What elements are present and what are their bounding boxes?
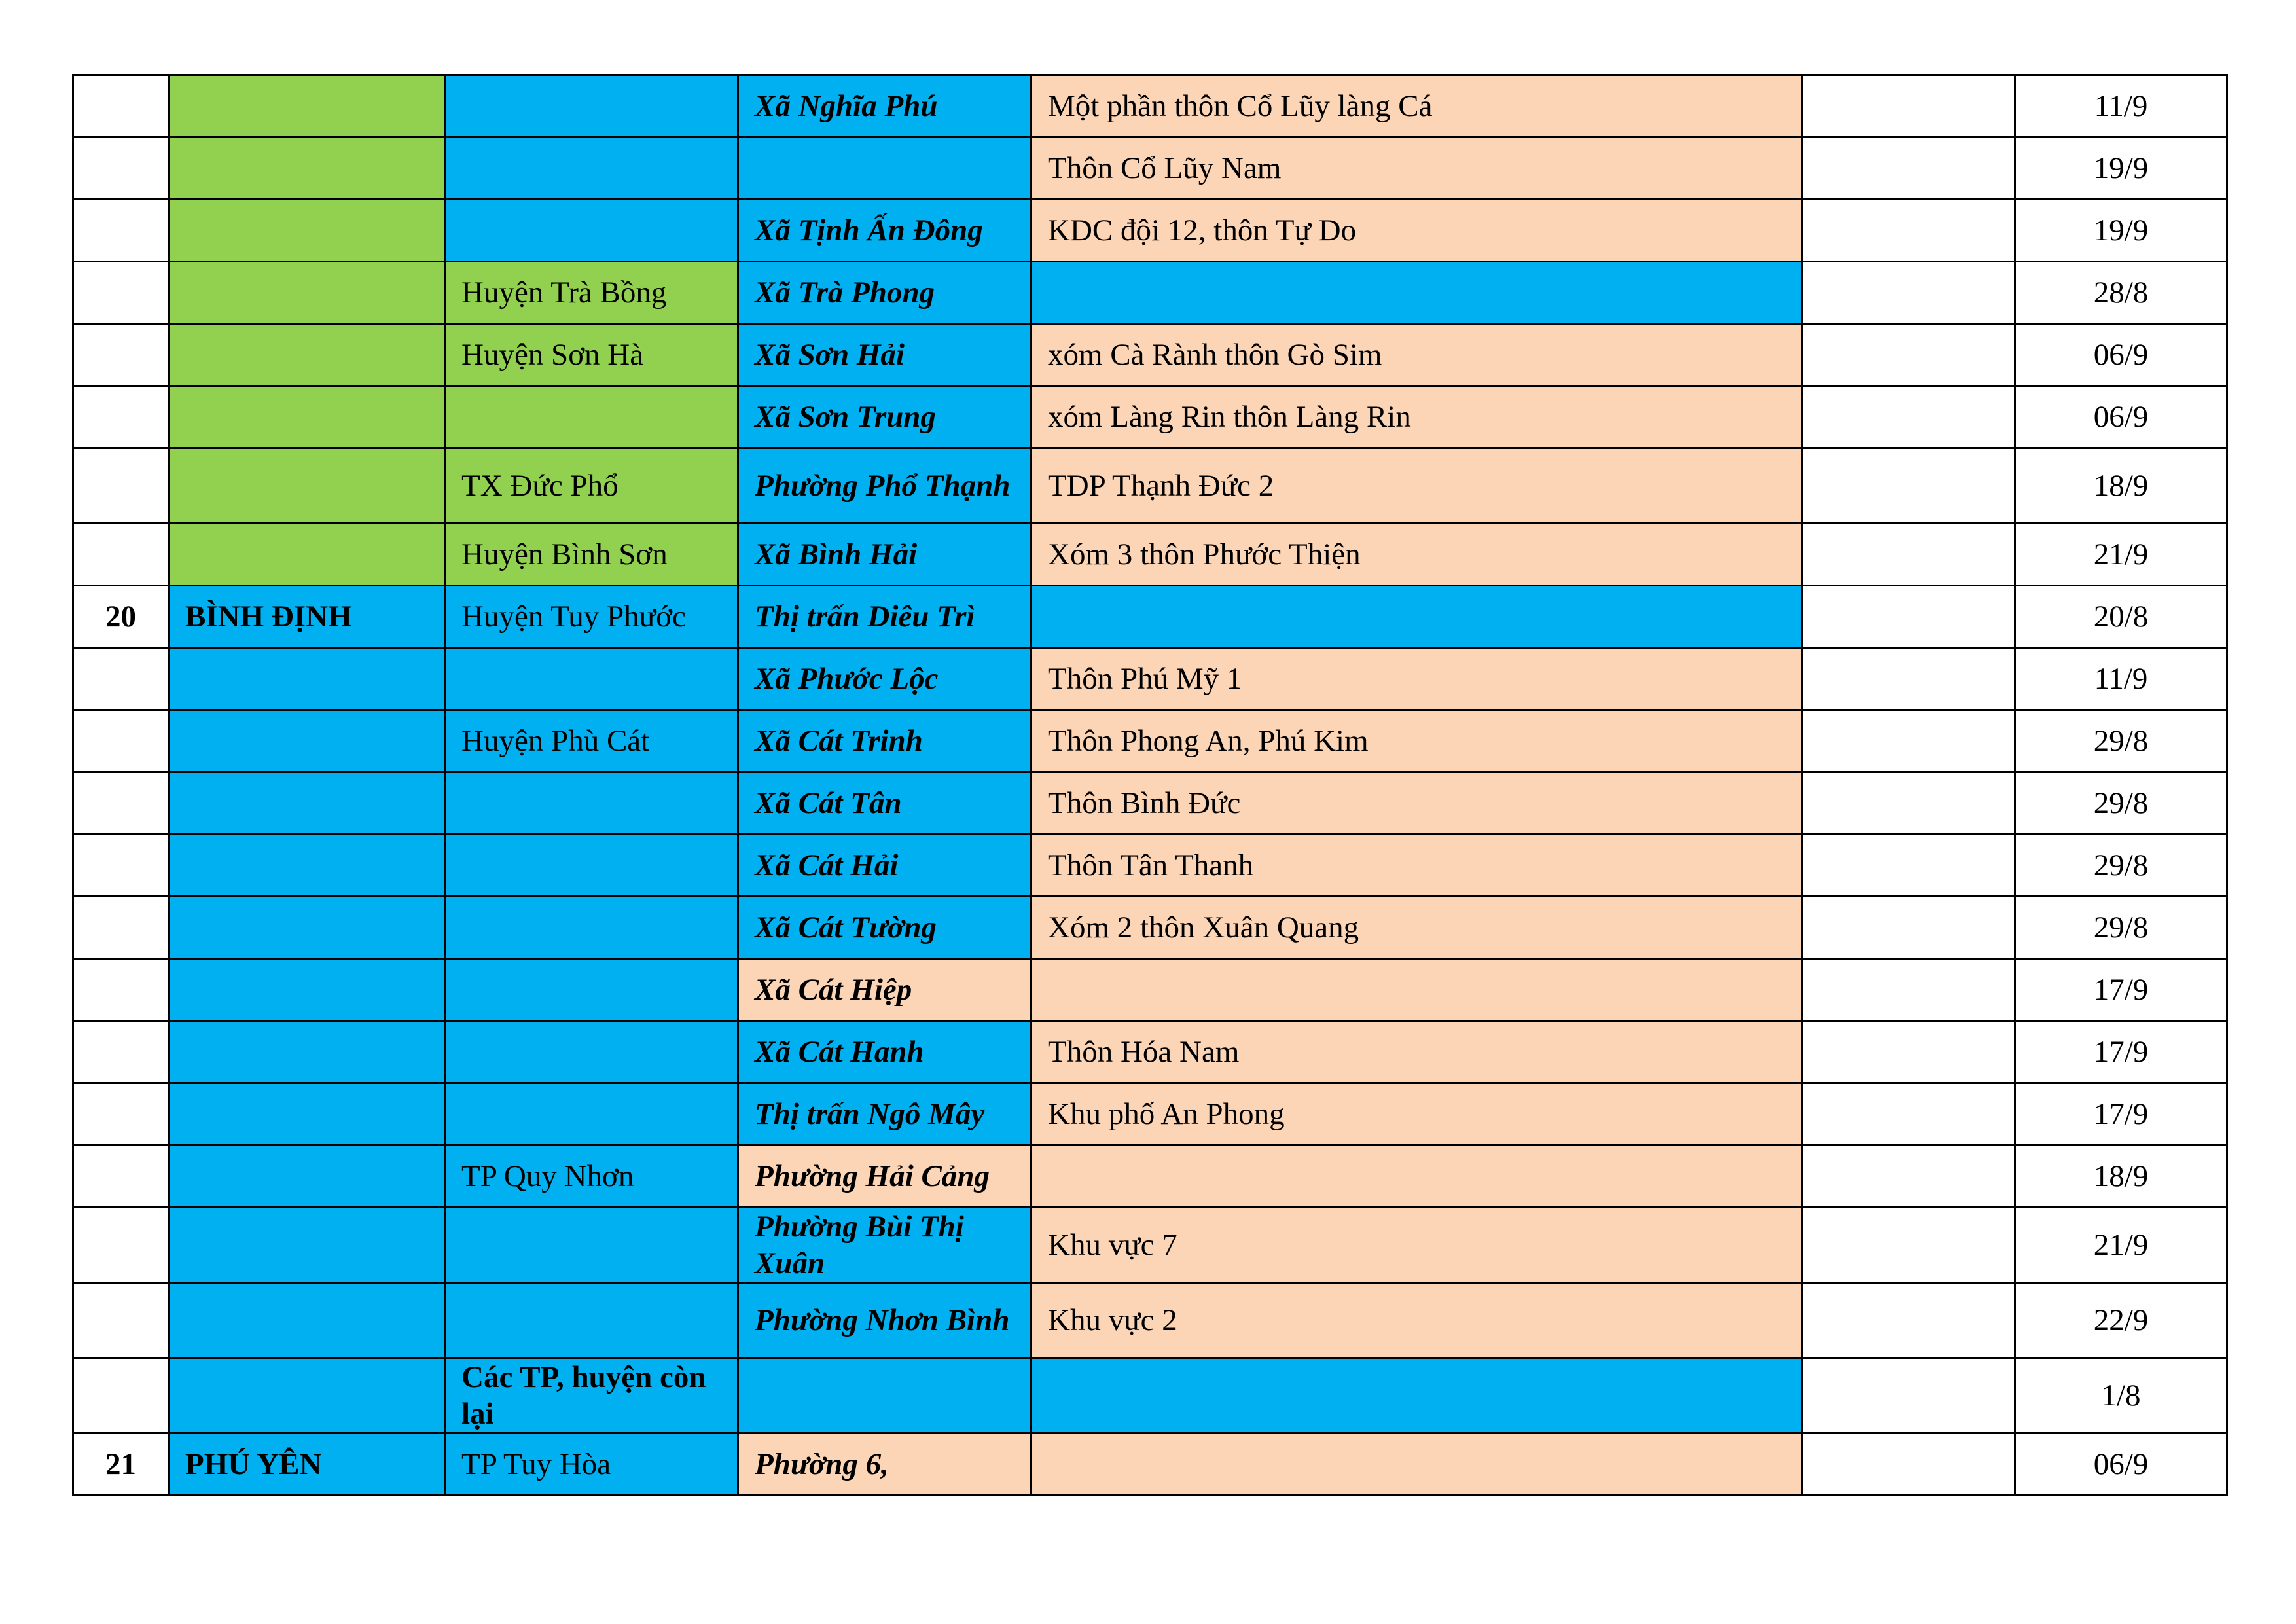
cell-district — [445, 1083, 738, 1146]
cell-commune: Phường Hải Cảng — [738, 1146, 1031, 1208]
cell-stt — [73, 75, 169, 137]
cell-detail: KDC đội 12, thôn Tự Do — [1031, 200, 1802, 262]
cell-province — [169, 1208, 445, 1283]
cell-note — [1802, 262, 2015, 324]
cell-district — [445, 1208, 738, 1283]
table-row — [73, 324, 2227, 386]
cell-province — [169, 386, 445, 448]
cell-district: Huyện Tuy Phước — [445, 586, 738, 648]
cell-stt — [73, 1021, 169, 1083]
cell-commune: Xã Cát Hải — [738, 835, 1031, 897]
cell-province — [169, 897, 445, 959]
cell-note — [1802, 1434, 2015, 1496]
cell-date: 17/9 — [2015, 1021, 2227, 1083]
cell-date: 22/9 — [2015, 1283, 2227, 1358]
cell-detail — [1031, 586, 1802, 648]
cell-commune: Xã Bình Hải — [738, 524, 1031, 586]
cell-detail: Thôn Cổ Lũy Nam — [1031, 137, 1802, 200]
cell-district: TP Tuy Hòa — [445, 1434, 738, 1496]
cell-date: 29/8 — [2015, 897, 2227, 959]
cell-commune: Xã Tịnh Ấn Đông — [738, 200, 1031, 262]
cell-stt — [73, 200, 169, 262]
cell-note — [1802, 772, 2015, 835]
cell-stt: 20 — [73, 586, 169, 648]
cell-province — [169, 1358, 445, 1434]
cell-stt — [73, 1208, 169, 1283]
cell-stt: 21 — [73, 1434, 169, 1496]
cell-district — [445, 648, 738, 710]
cell-province — [169, 200, 445, 262]
cell-detail: Thôn Phong An, Phú Kim — [1031, 710, 1802, 772]
cell-stt — [73, 897, 169, 959]
table-row — [73, 1208, 2227, 1283]
cell-note — [1802, 1021, 2015, 1083]
table-row — [73, 448, 2227, 524]
cell-detail: xóm Cà Rành thôn Gò Sim — [1031, 324, 1802, 386]
cell-commune: Xã Trà Phong — [738, 262, 1031, 324]
cell-commune: Xã Sơn Hải — [738, 324, 1031, 386]
table-body — [73, 75, 2227, 1496]
cell-detail: xóm Làng Rin thôn Làng Rin — [1031, 386, 1802, 448]
cell-date: 11/9 — [2015, 75, 2227, 137]
cell-note — [1802, 1146, 2015, 1208]
cell-date: 17/9 — [2015, 959, 2227, 1021]
cell-district — [445, 1021, 738, 1083]
table-row — [73, 586, 2227, 648]
cell-note — [1802, 448, 2015, 524]
cell-stt — [73, 1083, 169, 1146]
cell-district: Các TP, huyện còn lại — [445, 1358, 738, 1434]
cell-note — [1802, 324, 2015, 386]
cell-date: 19/9 — [2015, 137, 2227, 200]
cell-stt — [73, 1146, 169, 1208]
cell-detail — [1031, 1358, 1802, 1434]
cell-date: 17/9 — [2015, 1083, 2227, 1146]
cell-commune: Xã Sơn Trung — [738, 386, 1031, 448]
cell-detail: Khu vực 7 — [1031, 1208, 1802, 1283]
cell-stt — [73, 137, 169, 200]
cell-province: BÌNH ĐỊNH — [169, 586, 445, 648]
cell-date: 29/8 — [2015, 710, 2227, 772]
cell-district — [445, 137, 738, 200]
cell-date: 06/9 — [2015, 1434, 2227, 1496]
cell-province — [169, 959, 445, 1021]
cell-detail: Thôn Bình Đức — [1031, 772, 1802, 835]
cell-detail: Khu vực 2 — [1031, 1283, 1802, 1358]
cell-commune: Phường Nhơn Bình — [738, 1283, 1031, 1358]
cell-commune: Xã Cát Tân — [738, 772, 1031, 835]
cell-commune: Xã Cát Tường — [738, 897, 1031, 959]
cell-district — [445, 835, 738, 897]
cell-detail — [1031, 959, 1802, 1021]
cell-date: 20/8 — [2015, 586, 2227, 648]
cell-district — [445, 386, 738, 448]
table-row — [73, 1146, 2227, 1208]
cell-date: 06/9 — [2015, 324, 2227, 386]
district-list-table — [72, 74, 2228, 1496]
cell-stt — [73, 710, 169, 772]
cell-district — [445, 200, 738, 262]
table-row — [73, 75, 2227, 137]
cell-commune: Xã Nghĩa Phú — [738, 75, 1031, 137]
cell-detail — [1031, 1146, 1802, 1208]
cell-commune: Phường Phổ Thạnh — [738, 448, 1031, 524]
cell-commune: Phường Bùi Thị Xuân — [738, 1208, 1031, 1283]
cell-district — [445, 959, 738, 1021]
cell-detail — [1031, 262, 1802, 324]
cell-note — [1802, 524, 2015, 586]
cell-stt — [73, 1283, 169, 1358]
cell-detail — [1031, 1434, 1802, 1496]
table-row — [73, 1021, 2227, 1083]
table-row — [73, 200, 2227, 262]
cell-date: 29/8 — [2015, 835, 2227, 897]
cell-province — [169, 1283, 445, 1358]
cell-date: 18/9 — [2015, 1146, 2227, 1208]
cell-detail: TDP Thạnh Đức 2 — [1031, 448, 1802, 524]
cell-province — [169, 710, 445, 772]
cell-note — [1802, 386, 2015, 448]
table-row — [73, 137, 2227, 200]
cell-commune: Thị trấn Diêu Trì — [738, 586, 1031, 648]
table-row — [73, 1083, 2227, 1146]
cell-note — [1802, 75, 2015, 137]
cell-commune: Thị trấn Ngô Mây — [738, 1083, 1031, 1146]
cell-detail: Xóm 3 thôn Phước Thiện — [1031, 524, 1802, 586]
cell-district: Huyện Phù Cát — [445, 710, 738, 772]
cell-commune: Xã Cát Trinh — [738, 710, 1031, 772]
cell-date: 06/9 — [2015, 386, 2227, 448]
cell-detail: Xóm 2 thôn Xuân Quang — [1031, 897, 1802, 959]
cell-province — [169, 1146, 445, 1208]
cell-province — [169, 524, 445, 586]
cell-province — [169, 772, 445, 835]
cell-province — [169, 835, 445, 897]
table-row — [73, 710, 2227, 772]
cell-stt — [73, 386, 169, 448]
table-row — [73, 772, 2227, 835]
cell-date: 21/9 — [2015, 524, 2227, 586]
table-row — [73, 648, 2227, 710]
cell-stt — [73, 959, 169, 1021]
table-row — [73, 386, 2227, 448]
cell-stt — [73, 448, 169, 524]
cell-note — [1802, 1208, 2015, 1283]
cell-stt — [73, 1358, 169, 1434]
cell-date: 1/8 — [2015, 1358, 2227, 1434]
cell-stt — [73, 524, 169, 586]
cell-province — [169, 75, 445, 137]
cell-detail: Thôn Tân Thanh — [1031, 835, 1802, 897]
cell-province: PHÚ YÊN — [169, 1434, 445, 1496]
cell-date: 29/8 — [2015, 772, 2227, 835]
table-row — [73, 1283, 2227, 1358]
cell-district: Huyện Bình Sơn — [445, 524, 738, 586]
cell-note — [1802, 1283, 2015, 1358]
cell-district: Huyện Trà Bồng — [445, 262, 738, 324]
cell-province — [169, 137, 445, 200]
cell-date: 28/8 — [2015, 262, 2227, 324]
table-row — [73, 835, 2227, 897]
cell-commune — [738, 137, 1031, 200]
cell-note — [1802, 835, 2015, 897]
cell-note — [1802, 897, 2015, 959]
cell-district: Huyện Sơn Hà — [445, 324, 738, 386]
cell-detail: Thôn Hóa Nam — [1031, 1021, 1802, 1083]
cell-commune: Xã Cát Hanh — [738, 1021, 1031, 1083]
cell-date: 21/9 — [2015, 1208, 2227, 1283]
cell-commune — [738, 1358, 1031, 1434]
cell-detail: Thôn Phú Mỹ 1 — [1031, 648, 1802, 710]
cell-stt — [73, 648, 169, 710]
cell-commune: Phường 6, — [738, 1434, 1031, 1496]
cell-date: 18/9 — [2015, 448, 2227, 524]
cell-date: 19/9 — [2015, 200, 2227, 262]
cell-stt — [73, 772, 169, 835]
cell-province — [169, 1083, 445, 1146]
cell-note — [1802, 137, 2015, 200]
table-row — [73, 262, 2227, 324]
cell-district: TX Đức Phổ — [445, 448, 738, 524]
cell-commune: Xã Phước Lộc — [738, 648, 1031, 710]
cell-note — [1802, 200, 2015, 262]
cell-province — [169, 448, 445, 524]
cell-province — [169, 262, 445, 324]
cell-province — [169, 648, 445, 710]
cell-date: 11/9 — [2015, 648, 2227, 710]
table-row — [73, 524, 2227, 586]
cell-district — [445, 772, 738, 835]
cell-note — [1802, 586, 2015, 648]
table-row — [73, 897, 2227, 959]
cell-stt — [73, 835, 169, 897]
cell-stt — [73, 262, 169, 324]
cell-detail: Khu phố An Phong — [1031, 1083, 1802, 1146]
table-row — [73, 1358, 2227, 1434]
cell-district — [445, 1283, 738, 1358]
cell-note — [1802, 959, 2015, 1021]
cell-note — [1802, 1358, 2015, 1434]
cell-note — [1802, 710, 2015, 772]
cell-detail: Một phần thôn Cổ Lũy làng Cá — [1031, 75, 1802, 137]
cell-province — [169, 324, 445, 386]
cell-note — [1802, 1083, 2015, 1146]
cell-district — [445, 75, 738, 137]
table-row — [73, 959, 2227, 1021]
cell-note — [1802, 648, 2015, 710]
cell-district: TP Quy Nhơn — [445, 1146, 738, 1208]
cell-province — [169, 1021, 445, 1083]
cell-district — [445, 897, 738, 959]
cell-commune: Xã Cát Hiệp — [738, 959, 1031, 1021]
cell-stt — [73, 324, 169, 386]
table-row — [73, 1434, 2227, 1496]
